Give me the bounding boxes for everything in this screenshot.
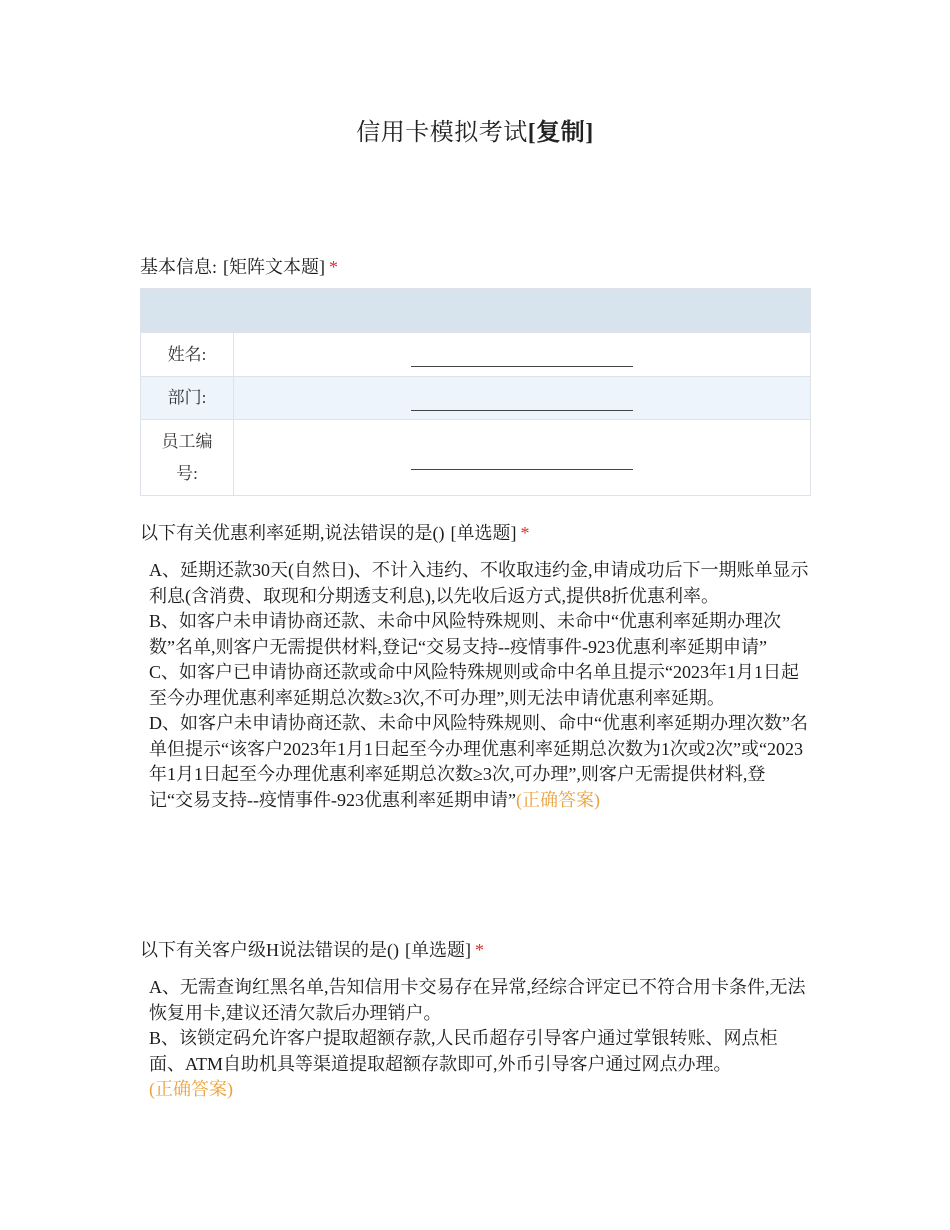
matrix-header-cell — [234, 289, 811, 333]
department-input-cell[interactable] — [234, 377, 811, 420]
question-3-text: 以下有关客户级H说法错误的是() — [140, 940, 399, 960]
question-2-type: [单选题] — [450, 523, 517, 543]
page-title-suffix: [复制] — [527, 120, 594, 146]
name-input-cell[interactable] — [234, 333, 811, 377]
name-input[interactable] — [411, 350, 633, 367]
question-2-options — [149, 558, 809, 813]
question-1-title — [140, 253, 338, 279]
page-title — [0, 112, 950, 147]
matrix-row-department — [141, 377, 811, 420]
correct-answer-tag: (正确答案) — [515, 789, 600, 810]
question-3-option-a[interactable] — [149, 975, 809, 1026]
matrix-row-label-text: 部门: — [167, 388, 207, 407]
question-2-title — [140, 519, 530, 545]
question-1-required-mark: * — [329, 257, 339, 277]
matrix-table — [140, 288, 811, 496]
question-3-required-mark: * — [475, 940, 484, 960]
question-3-title — [140, 936, 484, 962]
question-2-option-a[interactable] — [149, 558, 809, 609]
matrix-row-label — [141, 333, 234, 377]
question-2-option-b[interactable] — [149, 609, 809, 660]
employee-id-input[interactable] — [411, 453, 633, 470]
option-text: B、如客户未申请协商还款、未命中风险特殊规则、未命中“优惠利率延期办理次数”名单,则客户无需提供材料,登记“交易支持--疫情事件-923优惠利率延期申请” — [149, 611, 781, 657]
question-2-required-mark: * — [520, 523, 530, 543]
question-2-option-d[interactable] — [149, 711, 809, 813]
question-2-text: 以下有关优惠利率延期,说法错误的是() — [140, 523, 445, 543]
matrix-row-label-text: 员工编 — [161, 431, 213, 451]
employee-id-input-cell[interactable] — [234, 420, 811, 496]
question-1-type: [矩阵文本题] — [223, 257, 326, 277]
matrix-header-corner — [141, 289, 234, 333]
matrix-header-row — [141, 289, 811, 333]
matrix-row-name — [141, 333, 811, 377]
option-text: C、如客户已申请协商还款或命中风险特殊规则或命中名单且提示“2023年1月1日起至今办理优惠利率延期总次数≥3次,不可办理”,则无法申请优惠利率延期。 — [149, 662, 799, 708]
department-input[interactable] — [411, 394, 633, 411]
option-text: B、该锁定码允许客户提取超额存款,人民币超存引导客户通过掌银转账、网点柜面、ATM自助机具等渠道提取超额存款即可,外币引导客户通过网点办理。 — [149, 1028, 778, 1074]
matrix-row-employee-id — [141, 420, 811, 496]
option-text: D、如客户未申请协商还款、未命中风险特殊规则、命中“优惠利率延期办理次数”名单但提示“该客户2023年1月1日起至今办理优惠利率延期总次数为1次或2次”或“2023年1月1日起至今办理优惠利率延期总次数≥3次,可办理”,则客户无需提供材料,登记“交易支持--疫情事件-923优惠利率延期申请” — [149, 713, 808, 810]
question-3-option-b[interactable] — [149, 1026, 809, 1103]
question-2-option-c[interactable] — [149, 660, 809, 711]
question-3-options — [149, 975, 809, 1103]
page-title-main: 信用卡模拟考试 — [356, 120, 528, 146]
option-text: A、无需查询红黑名单,告知信用卡交易存在异常,经综合评定已不符合用卡条件,无法恢复用卡,建议还清欠款后办理销户。 — [149, 977, 806, 1023]
question-3-type: [单选题] — [405, 940, 471, 960]
matrix-row-label — [141, 420, 234, 496]
matrix-row-label-text: 姓名: — [167, 344, 207, 364]
matrix-row-label — [141, 377, 234, 420]
question-1-text: 基本信息: — [140, 257, 218, 277]
matrix-row-label-text-2: 号: — [176, 463, 198, 483]
correct-answer-tag: (正确答案) — [149, 1079, 233, 1099]
option-text: A、延期还款30天(自然日)、不计入违约、不收取违约金,申请成功后下一期账单显示利息(含消费、取现和分期透支利息),以先收后返方式,提供8折优惠利率。 — [149, 560, 809, 606]
